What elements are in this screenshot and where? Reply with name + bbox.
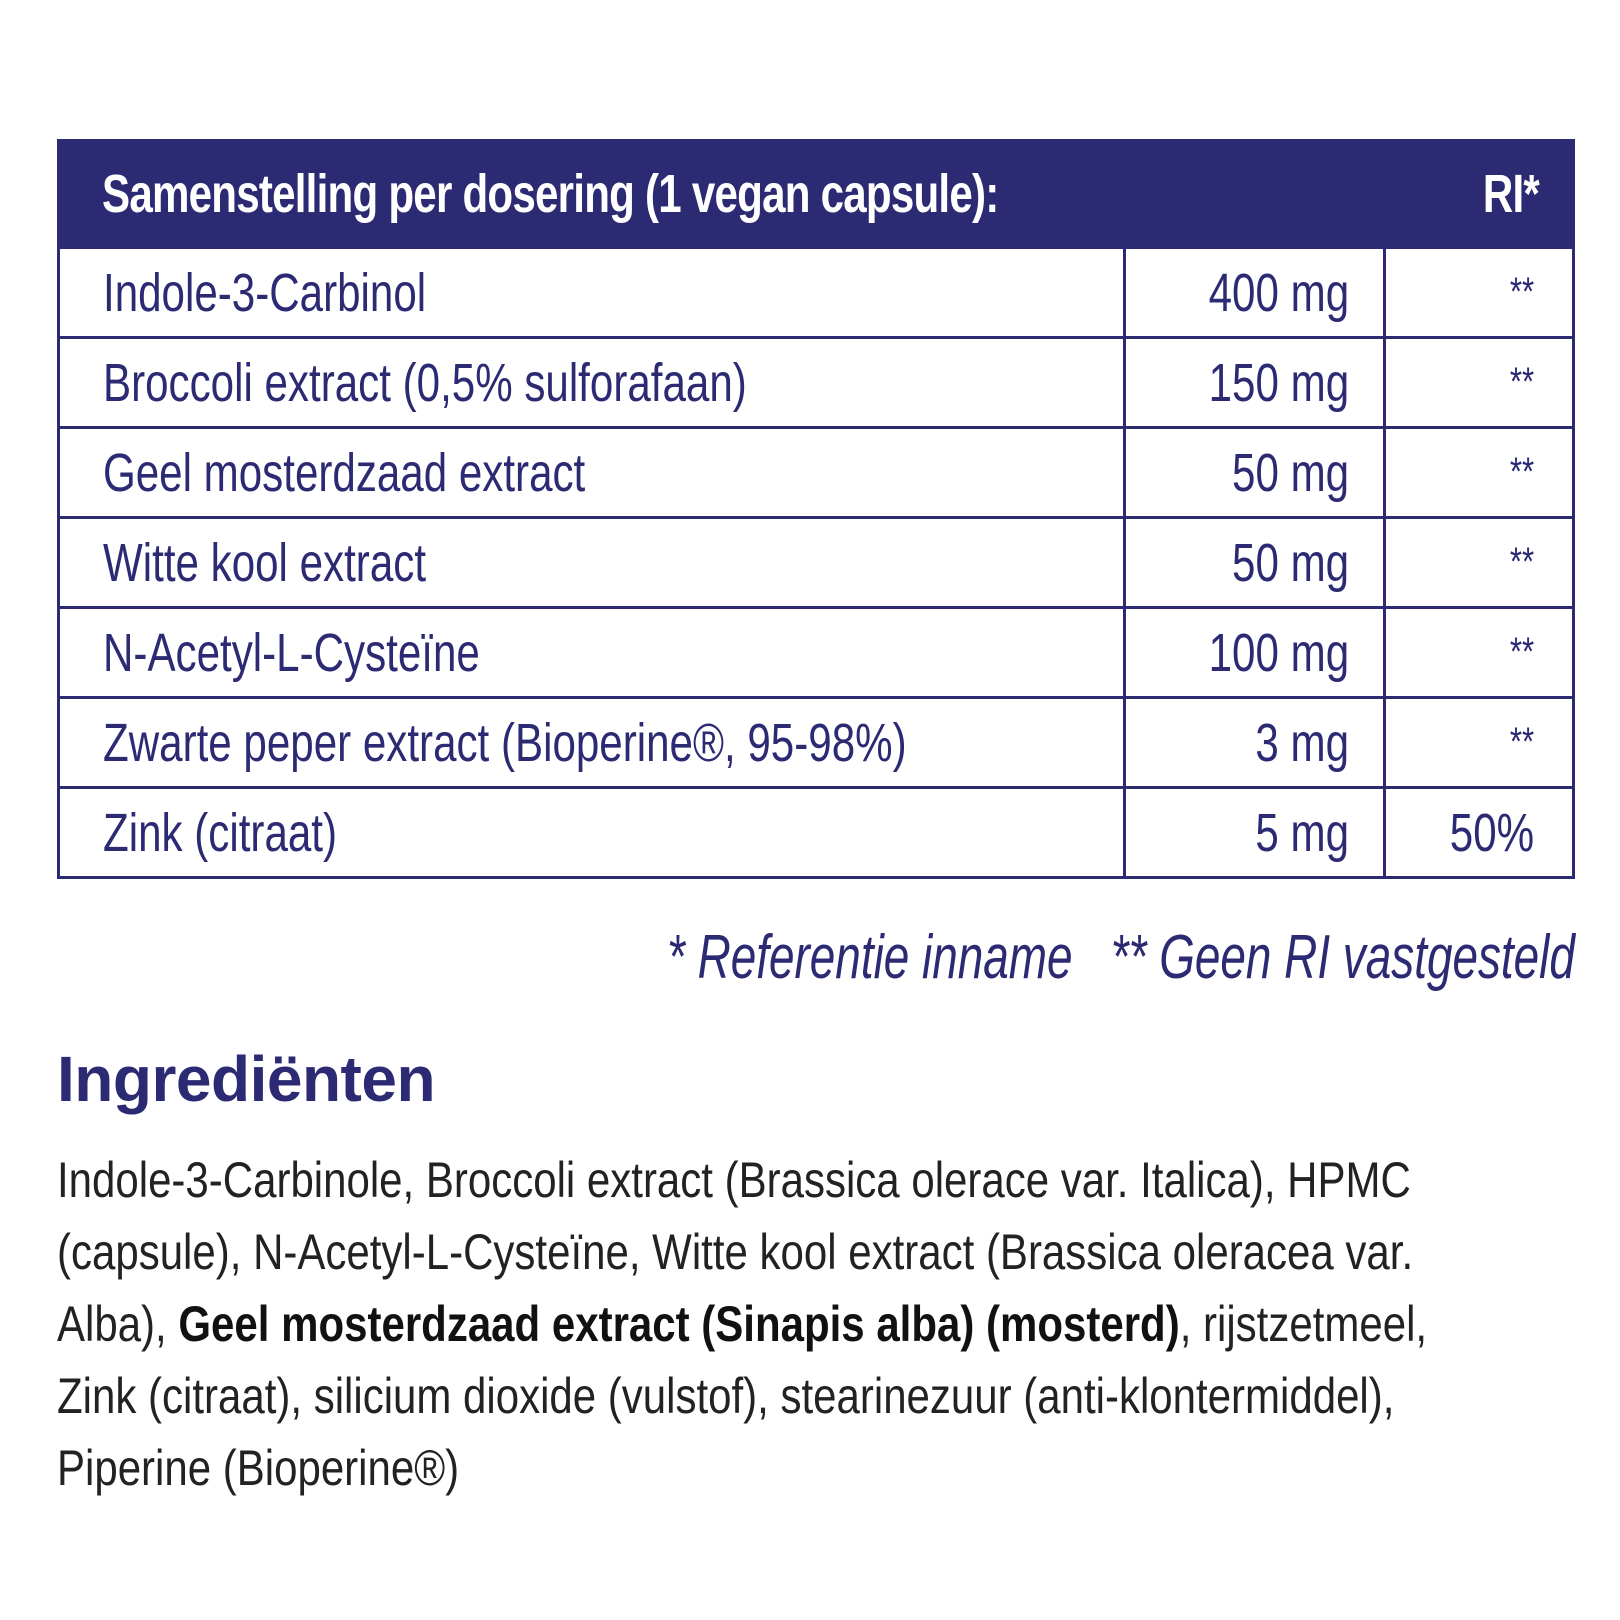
- table-header-ri: RI*: [1482, 164, 1539, 224]
- ingredient-name: Broccoli extract (0,5% sulforafaan): [103, 352, 747, 413]
- ingredients-text: [57, 1144, 1485, 1504]
- ingredients-text-part1: Indole-3-Carbinole, Broccoli extract (Brassica olerace var. Italica), HPMC (capsule), N-Acetyl-L-Cysteïne, Witte kool extract (Brassica oleracea var. Alba),: [57, 1152, 1414, 1352]
- nutrition-table: [57, 139, 1575, 879]
- ingredient-ri: 50%: [1449, 802, 1534, 863]
- ingredients-allergen: Geel mosterdzaad extract (Sinapis alba) (mosterd): [178, 1296, 1180, 1352]
- ingredient-ri: **: [1509, 270, 1534, 314]
- ingredient-amount: 50 mg: [1231, 442, 1349, 503]
- ingredient-name: Zink (citraat): [103, 802, 338, 863]
- table-row: [60, 609, 1572, 699]
- table-row: [60, 249, 1572, 339]
- ingredient-amount: 50 mg: [1231, 532, 1349, 593]
- ingredient-ri: **: [1509, 720, 1534, 764]
- table-row: [60, 789, 1572, 879]
- ingredient-ri: **: [1509, 360, 1534, 404]
- ingredient-name: Zwarte peper extract (Bioperine®, 95-98%): [103, 712, 907, 773]
- ingredient-name: N-Acetyl-L-Cysteïne: [103, 622, 480, 683]
- table-row: [60, 429, 1572, 519]
- ingredient-amount: 150 mg: [1208, 352, 1349, 413]
- ingredients-heading: Ingrediënten: [57, 1043, 436, 1115]
- table-row: [60, 699, 1572, 789]
- ingredient-ri: **: [1509, 450, 1534, 494]
- ingredient-amount: 400 mg: [1208, 262, 1349, 323]
- ingredient-amount: 3 mg: [1255, 712, 1349, 773]
- table-header-label: Samenstelling per dosering (1 vegan capsule):: [102, 164, 999, 224]
- table-header: [57, 139, 1575, 249]
- ingredient-name: Indole-3-Carbinol: [103, 262, 427, 323]
- table-row: [60, 519, 1572, 609]
- ingredient-amount: 5 mg: [1255, 802, 1349, 863]
- ingredients-text-part2: , rijstzetmeel, Zink (citraat), silicium dioxide (vulstof), stearinezuur (anti-klontermiddel), Piperine (Bioperine®): [57, 1296, 1428, 1496]
- ingredient-ri: **: [1509, 540, 1534, 584]
- ingredient-amount: 100 mg: [1208, 622, 1349, 683]
- ri-footnote: [348, 922, 1575, 993]
- table-body: [57, 249, 1575, 879]
- ri-footnote-text: * Referentie inname ** Geen RI vastgesteld: [667, 923, 1575, 992]
- ingredient-name: Witte kool extract: [103, 532, 427, 593]
- table-row: [60, 339, 1572, 429]
- ingredient-ri: **: [1509, 630, 1534, 674]
- ingredient-name: Geel mosterdzaad extract: [103, 442, 586, 503]
